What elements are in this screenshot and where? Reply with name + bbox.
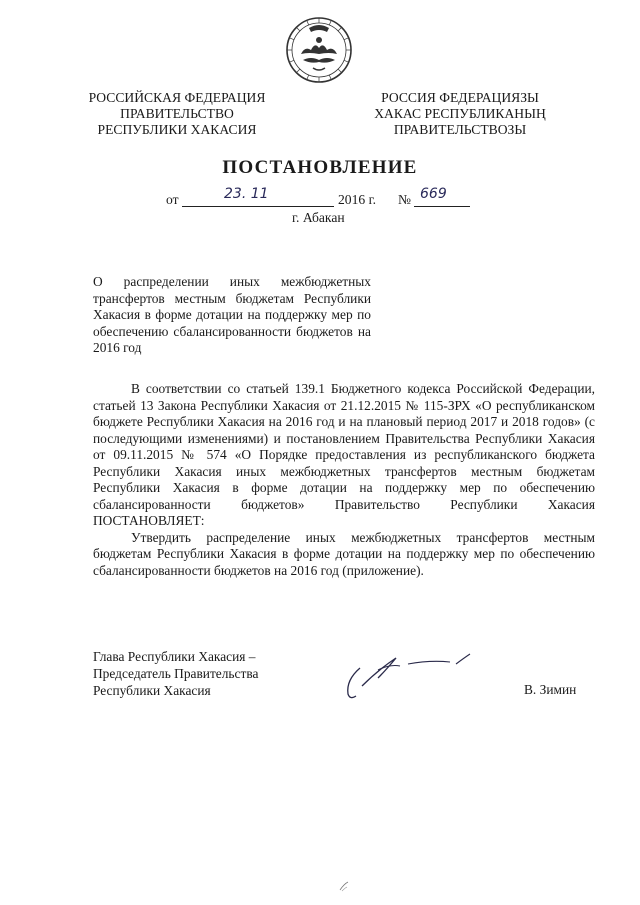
signatory-line-2: Председатель Правительства: [93, 666, 259, 681]
handwritten-signature: [338, 650, 488, 706]
header-left-line-3: РЕСПУБЛИКИ ХАКАСИЯ: [97, 122, 257, 137]
coat-of-arms-emblem: [285, 16, 353, 84]
handwritten-number: 669: [420, 186, 447, 202]
signatory-line-1: Глава Республики Хакасия –: [93, 649, 256, 664]
body-paragraph-1: В соответствии со статьей 139.1 Бюджетного кодекса Российской Федерации, статьей 13 Закона Республики Хакасия от 21.12.2015 № 115-ЗРХ «О республиканском бюджете Республики Хакасия на 2016 год и на плановый период 2017 и 2018 годов» (с последующими изменениями) и постановлением Правительства Республики Хакасия от 09.11.2015 № 574 «О Порядке предоставления из республиканского бюджета Республики Хакасия иных межбюджетных трансфертов местным бюджетам Республики Хакасия в форме дотации на поддержку мер по обеспечению сбалансированности бюджетов» Правительство Республики Хакасия ПОСТАНОВЛЯЕТ:: [93, 381, 595, 528]
date-year: 2016 г.: [338, 192, 377, 207]
signatory-name: В. Зимин: [524, 682, 577, 697]
body-paragraph-2: Утвердить распределение иных межбюджетных трансфертов местным бюджетам Республики Хакасия в форме дотации на поддержку мер по обеспечению сбалансированности бюджетов на 2016 год (приложение).: [93, 529, 595, 578]
signatory-title: [93, 648, 258, 699]
document-subject: О распределении иных межбюджетных трансфертов местным бюджетам Республики Хакасия в форме дотации на поддержку мер по обеспечению сбалансированности бюджетов на 2016 год: [93, 274, 371, 356]
signatory-line-3: Республики Хакасия: [93, 683, 211, 698]
date-from-label: от: [166, 192, 179, 207]
document-body: [93, 381, 595, 579]
header-left-line-2: ПРАВИТЕЛЬСТВО: [120, 106, 234, 121]
header-left-line-1: РОССИЙСКАЯ ФЕДЕРАЦИЯ: [88, 90, 266, 105]
header-right-line-3: ПРАВИТЕЛЬСТВОЗЫ: [393, 122, 527, 137]
document-title: ПОСТАНОВЛЕНИЕ: [222, 157, 418, 178]
number-label: №: [398, 192, 411, 207]
city-label: г. Абакан: [292, 210, 345, 225]
scan-mark: [336, 878, 352, 894]
header-right: [368, 90, 552, 138]
header-left: [82, 90, 272, 138]
header-right-line-1: РОССИЯ ФЕДЕРАЦИЯЗЫ: [381, 90, 539, 105]
header-right-line-2: ХАКАС РЕСПУБЛИКАНЫҢ: [374, 106, 546, 121]
handwritten-date: 23. 11: [224, 186, 269, 202]
